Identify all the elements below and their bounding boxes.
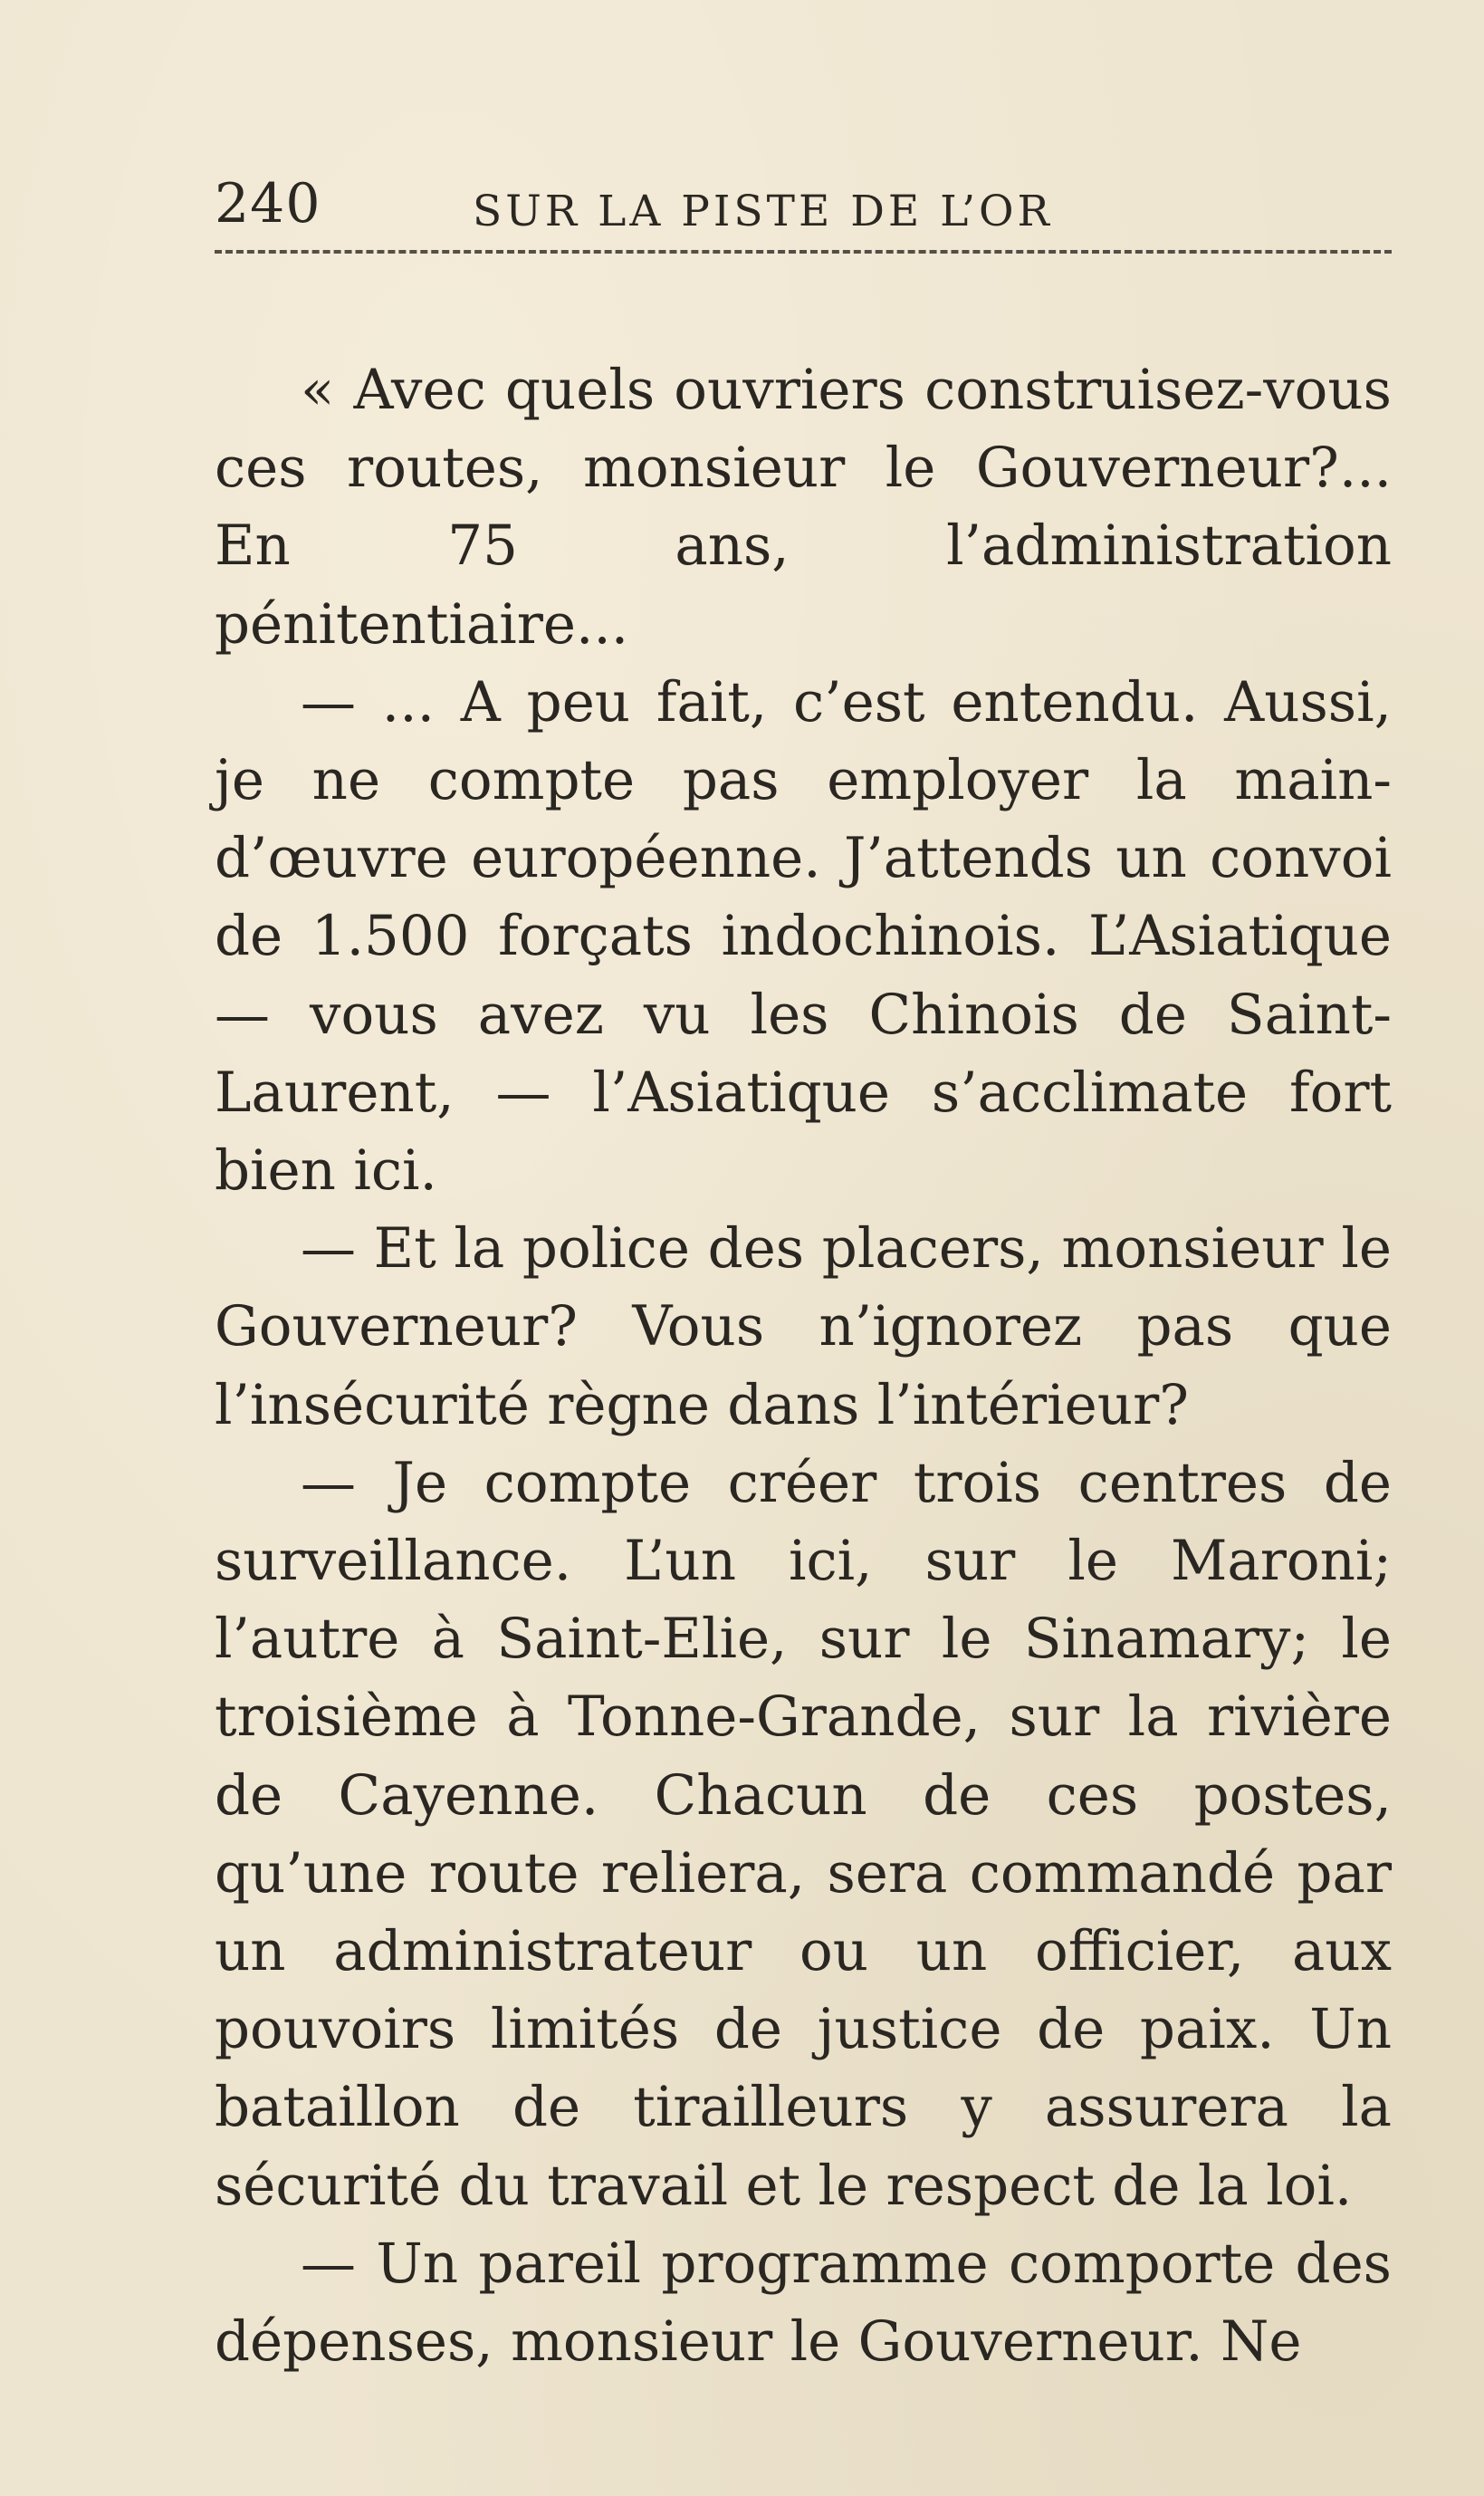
page-number: 240 xyxy=(215,172,321,235)
header-rule xyxy=(215,250,1392,254)
paragraph: — Et la police des placers, monsieur le Gouverneur? Vous n’ignorez pas que l’insécurité règne dans l’intérieur? xyxy=(215,1216,1392,1437)
running-title: SUR LA PISTE DE L’OR xyxy=(473,187,1053,236)
paragraph: « Avec quels ouvriers construisez-vous ces routes, monsieur le Gouverneur?... En 75 ans, l’administration pénitentiaire... xyxy=(215,358,1392,657)
paragraph: — Je compte créer trois centres de surveillance. L’un ici, sur le Maroni; l’autre à Saint-Elie, sur le Sinamary; le troisième à Tonne-Grande, sur la rivière de Cayenne. Chacun de ces postes, qu’une route reliera, sera commandé par un administrateur ou un officier, aux pouvoirs limités de justice de paix. Un bataillon de tirailleurs y assurera la sécurité du travail et le respect de la loi. xyxy=(215,1450,1392,2218)
paragraph: — Un pareil programme comporte des dépenses, monsieur le Gouverneur. Ne xyxy=(215,2231,1392,2375)
paragraph: — ... A peu fait, c’est entendu. Aussi, je ne compte pas employer la main-d’œuvre européenne. J’attends un convoi de 1.500 forçats indochinois. L’Asiatique — vous avez vu les Chinois de Saint-Laurent, — l’Asiatique s’acclimate fort bien ici. xyxy=(215,669,1392,1204)
page-header xyxy=(215,172,1392,245)
body-text xyxy=(215,351,1392,2381)
